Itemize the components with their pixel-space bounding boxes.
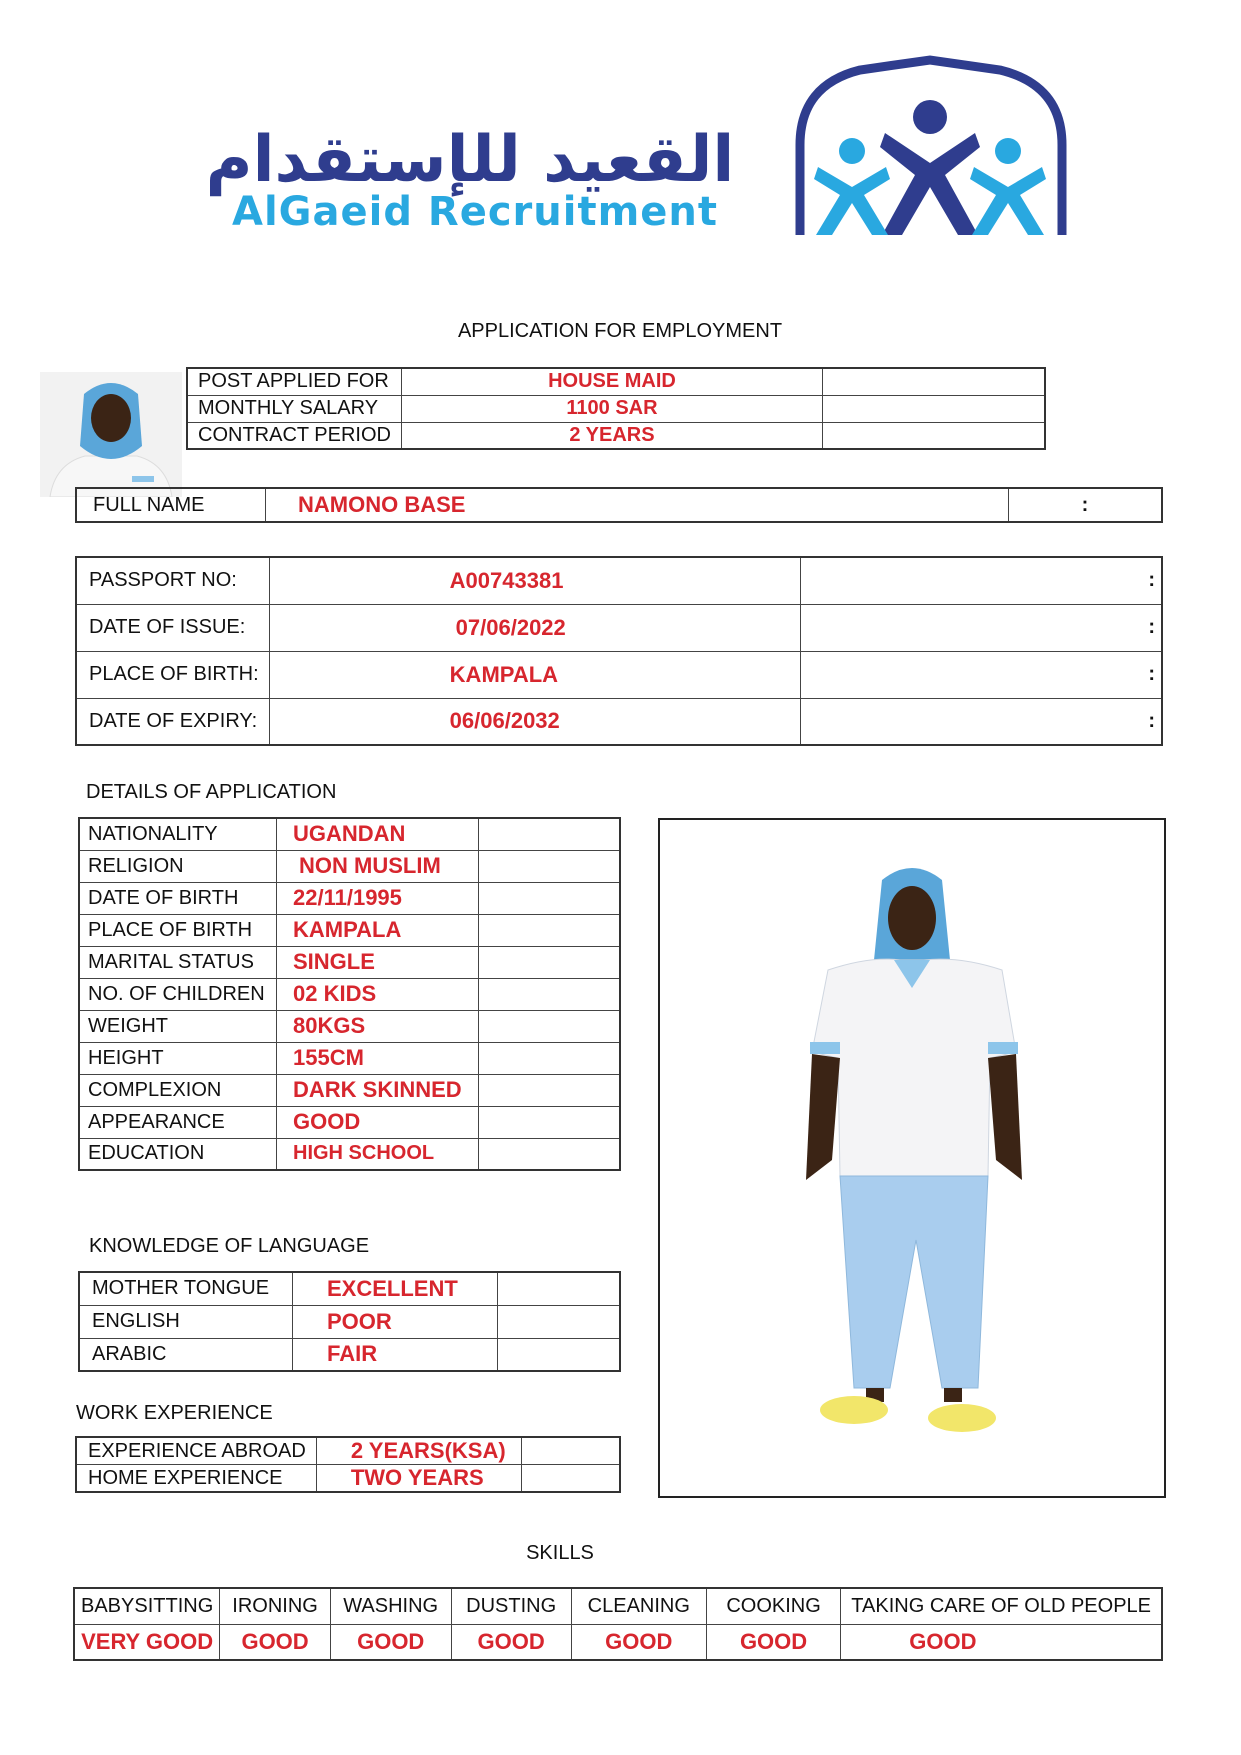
experience-extra — [521, 1437, 620, 1465]
salary-extra — [822, 395, 1045, 422]
form-title: APPLICATION FOR EMPLOYMENT — [457, 320, 783, 342]
language-heading: KNOWLEDGE OF LANGUAGE — [89, 1235, 370, 1257]
expiry-date-value: 06/06/2032 — [269, 698, 800, 745]
detail-extra — [479, 1042, 621, 1074]
full-name-table — [75, 487, 1163, 523]
language-table — [78, 1271, 621, 1372]
language-extra — [498, 1338, 621, 1371]
full-name-colon: : — [1009, 488, 1163, 522]
detail-label: PLACE OF BIRTH — [79, 914, 277, 946]
language-value: POOR — [293, 1305, 498, 1338]
logo-emblem-icon — [780, 55, 1080, 245]
experience-table — [75, 1436, 621, 1493]
skill-level: GOOD — [841, 1624, 1162, 1660]
skill-name: TAKING CARE OF OLD PEOPLE — [841, 1588, 1162, 1624]
post-value: HOUSE MAID — [401, 368, 822, 395]
skills-table — [73, 1587, 1163, 1661]
detail-extra — [479, 914, 621, 946]
skill-name: WASHING — [330, 1588, 451, 1624]
detail-extra — [479, 850, 621, 882]
passport-no-label: PASSPORT NO: — [76, 557, 269, 604]
detail-value: 02 KIDS — [277, 978, 479, 1010]
skill-name: BABYSITTING — [74, 1588, 220, 1624]
language-label: MOTHER TONGUE — [79, 1272, 293, 1305]
passport-birthplace-label: PLACE OF BIRTH: — [76, 651, 269, 698]
post-table — [186, 367, 1046, 450]
post-label: POST APPLIED FOR — [187, 368, 401, 395]
skills-heading: SKILLS — [526, 1542, 594, 1564]
detail-label: WEIGHT — [79, 1010, 277, 1042]
detail-value: GOOD — [277, 1106, 479, 1138]
detail-value: HIGH SCHOOL — [277, 1138, 479, 1170]
detail-label: HEIGHT — [79, 1042, 277, 1074]
skill-name: COOKING — [706, 1588, 840, 1624]
detail-extra — [479, 818, 621, 850]
passport-no-value: A00743381 — [269, 557, 800, 604]
detail-extra — [479, 978, 621, 1010]
expiry-date-colon: : — [800, 698, 1162, 745]
detail-label: RELIGION — [79, 850, 277, 882]
issue-date-colon: : — [800, 604, 1162, 651]
detail-label: APPEARANCE — [79, 1106, 277, 1138]
passport-birthplace-value: KAMPALA — [269, 651, 800, 698]
language-value: EXCELLENT — [293, 1272, 498, 1305]
contract-extra — [822, 422, 1045, 449]
details-heading: DETAILS OF APPLICATION — [86, 781, 337, 803]
passport-no-colon: : — [800, 557, 1162, 604]
detail-label: NATIONALITY — [79, 818, 277, 850]
contract-value: 2 YEARS — [401, 422, 822, 449]
detail-label: DATE OF BIRTH — [79, 882, 277, 914]
detail-extra — [479, 1138, 621, 1170]
skill-level: GOOD — [706, 1624, 840, 1660]
logo-arabic-text: القعيد للإستقدام — [205, 123, 735, 197]
skill-name: IRONING — [220, 1588, 331, 1624]
detail-value: 80KGS — [277, 1010, 479, 1042]
experience-label: EXPERIENCE ABROAD — [76, 1437, 316, 1465]
detail-extra — [479, 1074, 621, 1106]
detail-value: DARK SKINNED — [277, 1074, 479, 1106]
detail-value: SINGLE — [277, 946, 479, 978]
experience-label: HOME EXPERIENCE — [76, 1465, 316, 1493]
details-table — [78, 817, 621, 1171]
applicant-photo-full — [658, 818, 1166, 1498]
issue-date-value: 07/06/2022 — [269, 604, 800, 651]
passport-birthplace-colon: : — [800, 651, 1162, 698]
detail-label: EDUCATION — [79, 1138, 277, 1170]
full-name-value: NAMONO BASE — [266, 488, 1009, 522]
logo-english-text: AlGaeid Recruitment — [232, 189, 718, 235]
skill-level: VERY GOOD — [74, 1624, 220, 1660]
company-logo — [170, 55, 1090, 245]
experience-extra — [521, 1465, 620, 1493]
detail-value: 155CM — [277, 1042, 479, 1074]
salary-value: 1100 SAR — [401, 395, 822, 422]
detail-value: NON MUSLIM — [277, 850, 479, 882]
detail-value: UGANDAN — [277, 818, 479, 850]
passport-table — [75, 556, 1163, 746]
post-extra — [822, 368, 1045, 395]
language-extra — [498, 1305, 621, 1338]
language-label: ENGLISH — [79, 1305, 293, 1338]
detail-extra — [479, 882, 621, 914]
language-label: ARABIC — [79, 1338, 293, 1371]
detail-extra — [479, 946, 621, 978]
experience-heading: WORK EXPERIENCE — [76, 1402, 273, 1424]
applicant-photo-small — [40, 372, 182, 497]
skill-level: GOOD — [220, 1624, 331, 1660]
detail-extra — [479, 1010, 621, 1042]
expiry-date-label: DATE OF EXPIRY: — [76, 698, 269, 745]
skill-level: GOOD — [330, 1624, 451, 1660]
experience-value: 2 YEARS(KSA) — [316, 1437, 521, 1465]
detail-label: COMPLEXION — [79, 1074, 277, 1106]
skill-name: DUSTING — [451, 1588, 571, 1624]
skill-name: CLEANING — [571, 1588, 706, 1624]
detail-label: MARITAL STATUS — [79, 946, 277, 978]
skill-level: GOOD — [451, 1624, 571, 1660]
detail-label: NO. OF CHILDREN — [79, 978, 277, 1010]
salary-label: MONTHLY SALARY — [187, 395, 401, 422]
contract-label: CONTRACT PERIOD — [187, 422, 401, 449]
issue-date-label: DATE OF ISSUE: — [76, 604, 269, 651]
experience-value: TWO YEARS — [316, 1465, 521, 1493]
detail-value: KAMPALA — [277, 914, 479, 946]
detail-extra — [479, 1106, 621, 1138]
language-extra — [498, 1272, 621, 1305]
language-value: FAIR — [293, 1338, 498, 1371]
skill-level: GOOD — [571, 1624, 706, 1660]
full-name-label: FULL NAME — [76, 488, 266, 522]
detail-value: 22/11/1995 — [277, 882, 479, 914]
